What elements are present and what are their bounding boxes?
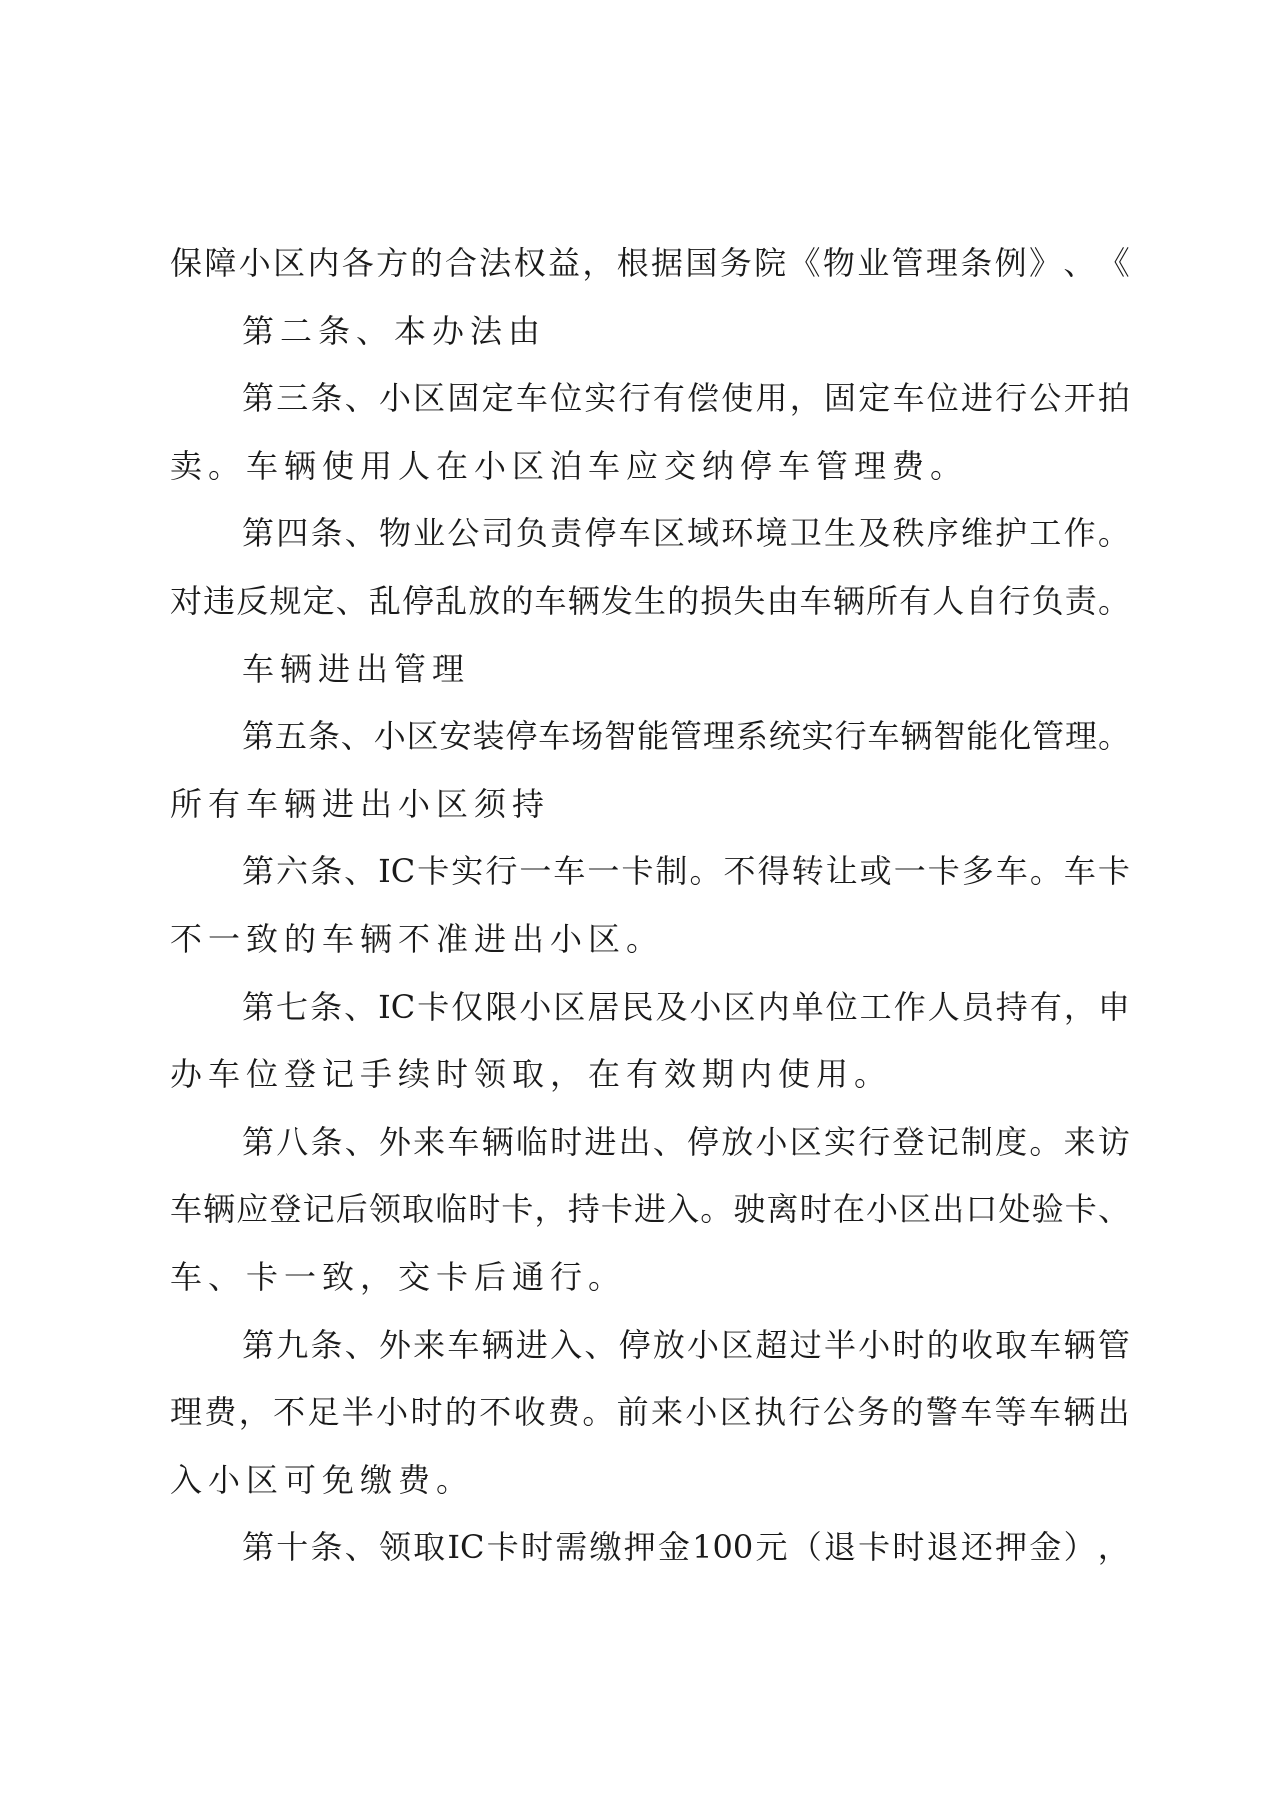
document-line bbox=[170, 230, 1130, 298]
document-line-text: 车 辆 应 登 记 后 领 取 临 时 卡 ， 持 卡 进 入 。 驶 离 时 在 小 区 出 口 处 验 卡 、 bbox=[170, 1190, 1130, 1229]
document-line-text: 第 七 条 、 IC 卡 仅 限 小 区 居 民 及 小 区 内 单 位 工 作 人 员 持 有 ， 申 bbox=[242, 987, 1130, 1026]
document-line-text: 第 三 条 、 小 区 固 定 车 位 实 行 有 偿 使 用 ， 固 定 车 位 进 行 公 开 拍 bbox=[242, 379, 1130, 418]
document-body bbox=[170, 230, 1130, 1582]
document-line: 所有车辆进出小区须持 bbox=[170, 784, 551, 823]
document-line-text: 第 五 条 、 小 区 安 装 停 车 场 智 能 管 理 系 统 实 行 车 辆 智 能 化 管 理 。 bbox=[242, 717, 1130, 756]
document-line bbox=[170, 838, 1130, 906]
document-line-text: 第 四 条 、 物 业 公 司 负 责 停 车 区 域 环 境 卫 生 及 秩 序 维 护 工 作 。 bbox=[242, 514, 1130, 553]
document-line-text: 第 九 条 、 外 来 车 辆 进 入 、 停 放 小 区 超 过 半 小 时 的 收 取 车 辆 管 bbox=[242, 1325, 1130, 1364]
document-line: 入小区可免缴费。 bbox=[170, 1460, 475, 1499]
document-line bbox=[170, 1514, 1130, 1582]
document-line-text: 保 障 小 区 内 各 方 的 合 法 权 益 ， 根 据 国 务 院 《 物 业 管 理 条 例 》 、 《 bbox=[170, 244, 1130, 282]
document-line-text: 第 八 条 、 外 来 车 辆 临 时 进 出 、 停 放 小 区 实 行 登 记 制 度 。 来 访 bbox=[242, 1122, 1130, 1161]
document-line bbox=[170, 1379, 1130, 1447]
document-line bbox=[170, 974, 1130, 1042]
document-line-text: 第 六 条 、 IC 卡 实 行 一 车 一 卡 制 。 不 得 转 让 或 一 卡 多 车 。 车 卡 bbox=[242, 852, 1130, 891]
document-line: 不一致的车辆不准进出小区。 bbox=[170, 919, 665, 958]
document-line bbox=[170, 703, 1130, 771]
document-line-text: 第 十 条 、 领 取 IC 卡 时 需 缴 押 金 100 元 （ 退 卡 时 退 还 押 金 ） ， bbox=[242, 1528, 1130, 1567]
document-line-text: 理 费 ， 不 足 半 小 时 的 不 收 费 。 前 来 小 区 执 行 公 务 的 警 车 等 车 辆 出 bbox=[170, 1393, 1130, 1432]
document-line bbox=[170, 365, 1130, 433]
document-line-text: 对 违 反 规 定 、 乱 停 乱 放 的 车 辆 发 生 的 损 失 由 车 辆 所 有 人 自 行 负 责 。 bbox=[170, 581, 1130, 620]
document-line bbox=[170, 568, 1130, 636]
section-heading: 车辆进出管理 bbox=[242, 649, 471, 688]
document-line: 卖。车辆使用人在小区泊车应交纳停车管理费。 bbox=[170, 446, 969, 485]
document-line bbox=[170, 1176, 1130, 1244]
document-line: 办车位登记手续时领取，在有效期内使用。 bbox=[170, 1055, 893, 1094]
document-line bbox=[170, 1312, 1130, 1380]
document-line: 第二条、本办法由 bbox=[242, 311, 547, 350]
document-line bbox=[170, 1109, 1130, 1177]
document-line: 车、卡一致，交卡后通行。 bbox=[170, 1257, 627, 1296]
document-line bbox=[170, 500, 1130, 568]
